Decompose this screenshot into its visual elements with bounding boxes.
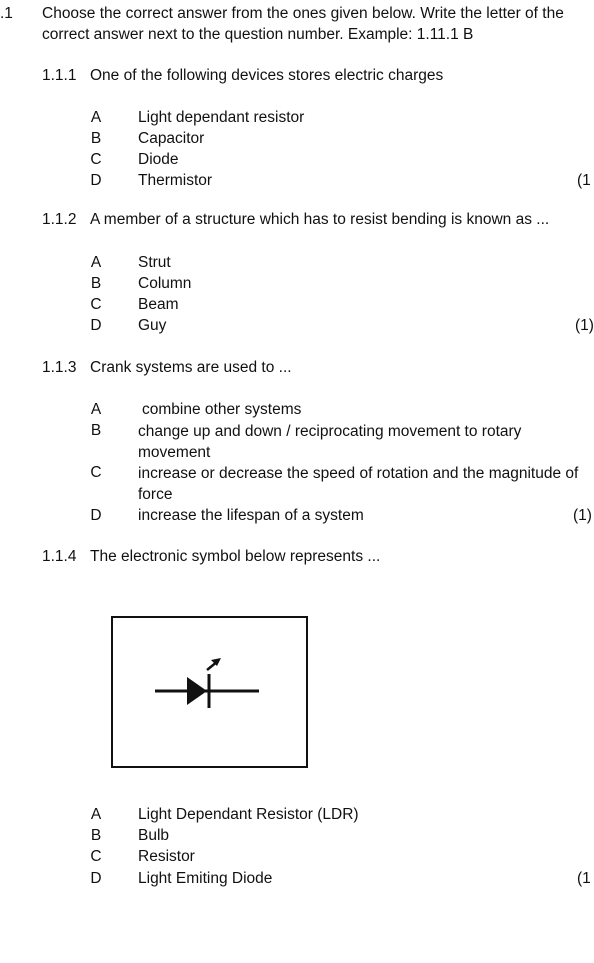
option-letter: D bbox=[90, 172, 102, 189]
option-letter: B bbox=[90, 275, 102, 292]
question-number: 1.1.2 bbox=[42, 211, 77, 228]
option-text: Light Dependant Resistor (LDR) bbox=[138, 806, 359, 823]
mark-allocation: (1) bbox=[573, 507, 592, 524]
light-emitting-diode-symbol-icon bbox=[113, 618, 306, 766]
option-text: Bulb bbox=[138, 827, 170, 844]
option-letter: B bbox=[90, 827, 102, 844]
option-text: Capacitor bbox=[138, 130, 205, 147]
symbol-box bbox=[111, 616, 308, 768]
option-letter: A bbox=[90, 401, 102, 418]
option-letter: C bbox=[90, 151, 102, 168]
option-text: Diode bbox=[138, 151, 179, 168]
option-text: Light Emiting Diode bbox=[138, 870, 273, 887]
option-text: increase or decrease the speed of rotation and the magnitude of force bbox=[138, 465, 579, 503]
mark-allocation: (1) bbox=[575, 317, 594, 334]
option-letter: D bbox=[90, 317, 102, 334]
option-text: Beam bbox=[138, 296, 179, 313]
question-text: A member of a structure which has to resist bending is known as ... bbox=[90, 211, 550, 228]
mark-allocation: (1 bbox=[577, 172, 591, 189]
option-text: increase the lifespan of a system bbox=[138, 507, 364, 524]
mark-allocation: (1 bbox=[577, 870, 591, 887]
option-letter: C bbox=[90, 464, 102, 481]
question-text: Crank systems are used to ... bbox=[90, 359, 292, 376]
question-text: The electronic symbol below represents ... bbox=[90, 548, 381, 565]
option-text: Guy bbox=[138, 317, 167, 334]
option-text: Resistor bbox=[138, 848, 195, 865]
option-text: Thermistor bbox=[138, 172, 213, 189]
question-text: One of the following devices stores electric charges bbox=[90, 67, 444, 84]
option-letter: C bbox=[90, 848, 102, 865]
question-number: 1.1.3 bbox=[42, 359, 77, 376]
instruction-line-2: correct answer next to the question number. Example: 1.11.1 B bbox=[42, 26, 474, 43]
option-letter: D bbox=[90, 507, 102, 524]
option-text: combine other systems bbox=[142, 401, 302, 418]
option-text: Light dependant resistor bbox=[138, 109, 305, 126]
question-number: 1.1.1 bbox=[42, 67, 77, 84]
question-number: 1.1.4 bbox=[42, 548, 77, 565]
option-letter: A bbox=[90, 254, 102, 271]
option-letter: A bbox=[90, 806, 102, 823]
option-letter: D bbox=[90, 870, 102, 887]
section-number: .1 bbox=[0, 5, 13, 22]
instruction-line-1: Choose the correct answer from the ones given below. Write the letter of the bbox=[42, 5, 564, 22]
option-letter: B bbox=[90, 130, 102, 147]
option-letter: B bbox=[90, 422, 102, 439]
option-letter: A bbox=[90, 109, 102, 126]
option-letter: C bbox=[90, 296, 102, 313]
option-text: Strut bbox=[138, 254, 171, 271]
option-text: Column bbox=[138, 275, 192, 292]
option-text: change up and down / reciprocating movement to rotary movement bbox=[138, 423, 522, 461]
